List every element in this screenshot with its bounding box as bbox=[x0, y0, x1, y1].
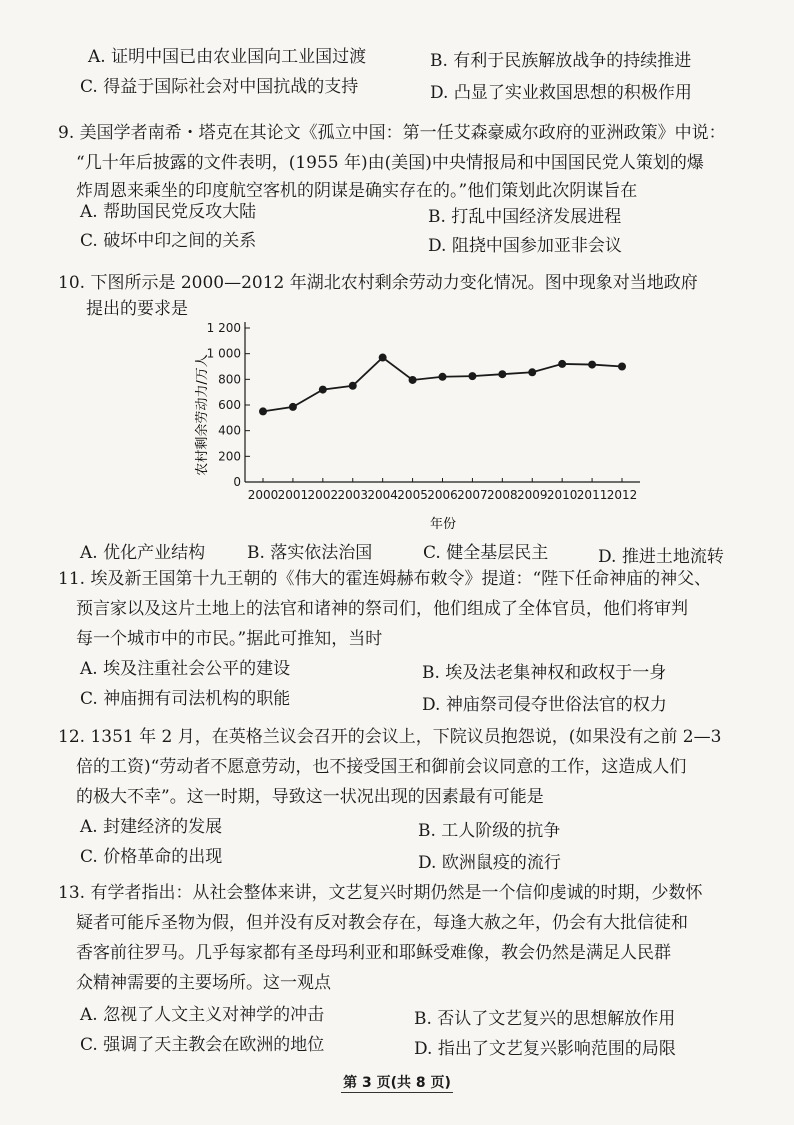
prev-option-b: B. 有利于民族解放战争的持续推进 bbox=[430, 51, 692, 71]
series-line bbox=[263, 358, 622, 412]
q9-stem-line-3: 炸周恩来乘坐的印度航空客机的阴谋是确实存在的。”他们策划此次阴谋旨在 bbox=[76, 181, 638, 201]
q12-stem-line-3: 的极大不幸”。这一时期，导致这一状况出现的因素最有可能是 bbox=[76, 787, 544, 807]
q11-stem-line-2: 预言家以及这片土地上的法官和诸神的祭司们，他们组成了全体官员，他们将审判 bbox=[76, 599, 688, 619]
q11-option-d: D. 神庙祭司侵夺世俗法官的权力 bbox=[422, 695, 667, 715]
q9-stem-line-1: 9. 美国学者南希・塔克在其论文《孤立中国：第一任艾森豪威尔政府的亚洲政策》中说： bbox=[58, 123, 726, 143]
data-point bbox=[498, 370, 506, 378]
data-point bbox=[618, 363, 626, 371]
x-tick-label: 2006 bbox=[427, 488, 458, 502]
q11-option-c: C. 神庙拥有司法机构的职能 bbox=[80, 689, 291, 709]
q9-option-a: A. 帮助国民党反攻大陆 bbox=[80, 202, 257, 222]
chart-ylabel: 农村剩余劳动力/万人 bbox=[195, 354, 210, 476]
prev-option-c: C. 得益于国际社会对中国抗战的支持 bbox=[80, 77, 359, 97]
x-tick-label: 2005 bbox=[397, 488, 428, 502]
x-tick-label: 2003 bbox=[337, 488, 369, 502]
y-tick-label: 800 bbox=[218, 372, 241, 387]
q13-option-b: B. 否认了文艺复兴的思想解放作用 bbox=[414, 1009, 676, 1029]
q11-stem-line-3: 每一个城市中的市民。”据此可推知，当时 bbox=[76, 629, 383, 649]
labor-line-chart bbox=[180, 315, 660, 535]
q13-stem-line-4: 众精神需要的主要场所。这一观点 bbox=[76, 973, 331, 993]
q13-option-a: A. 忽视了人文主义对神学的冲击 bbox=[80, 1005, 325, 1025]
q10-option-a: A. 优化产业结构 bbox=[80, 543, 206, 563]
prev-option-a: A. 证明中国已由农业国向工业国过渡 bbox=[88, 47, 367, 67]
q10-option-b: B. 落实依法治国 bbox=[247, 543, 373, 563]
x-tick-label: 2000 bbox=[247, 488, 279, 502]
q10-stem-line-1: 10. 下图所示是 2000—2012 年湖北农村剩余劳动力变化情况。图中现象对当地政府 bbox=[58, 273, 698, 293]
q13-stem-line-2: 疑者可能斥圣物为假，但并没有反对教会存在，每逢大赦之年，仍会有大批信徒和 bbox=[76, 913, 688, 933]
q12-option-b: B. 工人阶级的抗争 bbox=[418, 821, 561, 841]
y-tick-label: 0 bbox=[233, 475, 241, 489]
q12-stem-line-2: 倍的工资)“劳动者不愿意劳动，也不接受国王和御前会议同意的工作，这造成人们 bbox=[76, 757, 687, 777]
q9-option-d: D. 阻挠中国参加亚非会议 bbox=[428, 236, 622, 256]
data-point bbox=[319, 386, 327, 394]
chart-axes bbox=[245, 322, 640, 482]
y-tick-label: 1 000 bbox=[206, 346, 241, 361]
x-tick-label: 2011 bbox=[576, 488, 608, 502]
data-point bbox=[379, 354, 387, 362]
x-tick-label: 2001 bbox=[277, 488, 309, 502]
prev-option-d: D. 凸显了实业救国思想的积极作用 bbox=[430, 83, 692, 103]
x-tick-label: 2007 bbox=[457, 488, 488, 502]
q10-option-c: C. 健全基层民主 bbox=[423, 543, 549, 563]
x-tick-label: 2002 bbox=[307, 488, 339, 502]
data-point bbox=[349, 382, 357, 390]
x-tick-label: 2008 bbox=[487, 488, 518, 502]
chart-ticks bbox=[207, 321, 638, 502]
page-footer bbox=[0, 1072, 794, 1092]
q13-stem-line-3: 香客前往罗马。几乎每家都有圣母玛利亚和耶稣受难像，教会仍然是满足人民群 bbox=[76, 943, 671, 963]
q13-option-c: C. 强调了天主教会在欧洲的地位 bbox=[80, 1035, 325, 1055]
x-tick-label: 2012 bbox=[606, 488, 638, 502]
q11-option-b: B. 埃及法老集神权和政权于一身 bbox=[422, 663, 667, 683]
data-point bbox=[588, 361, 596, 369]
q12-stem-line-1: 12. 1351 年 2 月，在英格兰议会召开的会议上，下院议员抱怨说，(如果没有之前 2—3 bbox=[58, 727, 722, 747]
y-tick-label: 200 bbox=[218, 449, 241, 464]
x-tick-label: 2010 bbox=[546, 488, 578, 502]
data-point bbox=[439, 373, 447, 381]
y-tick-label: 600 bbox=[218, 398, 241, 412]
q9-stem-line-2: “几十年后披露的文件表明，(1955 年)由(美国)中央情报局和中国国民党人策划的爆 bbox=[76, 153, 704, 173]
q10-stem-line-2: 提出的要求是 bbox=[86, 299, 188, 319]
q11-stem-line-1: 11. 埃及新王国第十九王朝的《伟大的霍连姆赫布敕令》提道：“陛下任命神庙的神父、 bbox=[58, 569, 712, 589]
page-number: 第 3 页(共 8 页) bbox=[343, 1075, 451, 1091]
q9-option-c: C. 破坏中印之间的关系 bbox=[80, 231, 257, 251]
q10-option-d: D. 推进土地流转 bbox=[598, 547, 724, 567]
y-tick-label: 400 bbox=[218, 423, 241, 438]
q12-option-a: A. 封建经济的发展 bbox=[80, 817, 223, 837]
q9-option-b: B. 打乱中国经济发展进程 bbox=[428, 207, 622, 227]
data-point bbox=[259, 407, 267, 415]
data-point bbox=[409, 376, 417, 384]
q12-option-c: C. 价格革命的出现 bbox=[80, 847, 223, 867]
x-tick-label: 2009 bbox=[516, 488, 548, 502]
q13-stem-line-1: 13. 有学者指出：从社会整体来讲，文艺复兴时期仍然是一个信仰虔诚的时期，少数怀 bbox=[58, 883, 703, 903]
q13-option-d: D. 指出了文艺复兴影响范围的局限 bbox=[414, 1039, 676, 1059]
chart-points bbox=[259, 354, 626, 416]
chart-xlabel: 年份 bbox=[429, 517, 457, 532]
q12-option-d: D. 欧洲鼠疫的流行 bbox=[418, 853, 561, 873]
q11-option-a: A. 埃及注重社会公平的建设 bbox=[80, 659, 291, 679]
data-point bbox=[289, 403, 297, 411]
data-point bbox=[528, 368, 536, 376]
data-point bbox=[468, 372, 476, 380]
data-point bbox=[558, 360, 566, 368]
y-tick-label: 1 200 bbox=[206, 321, 241, 335]
x-tick-label: 2004 bbox=[367, 488, 398, 502]
